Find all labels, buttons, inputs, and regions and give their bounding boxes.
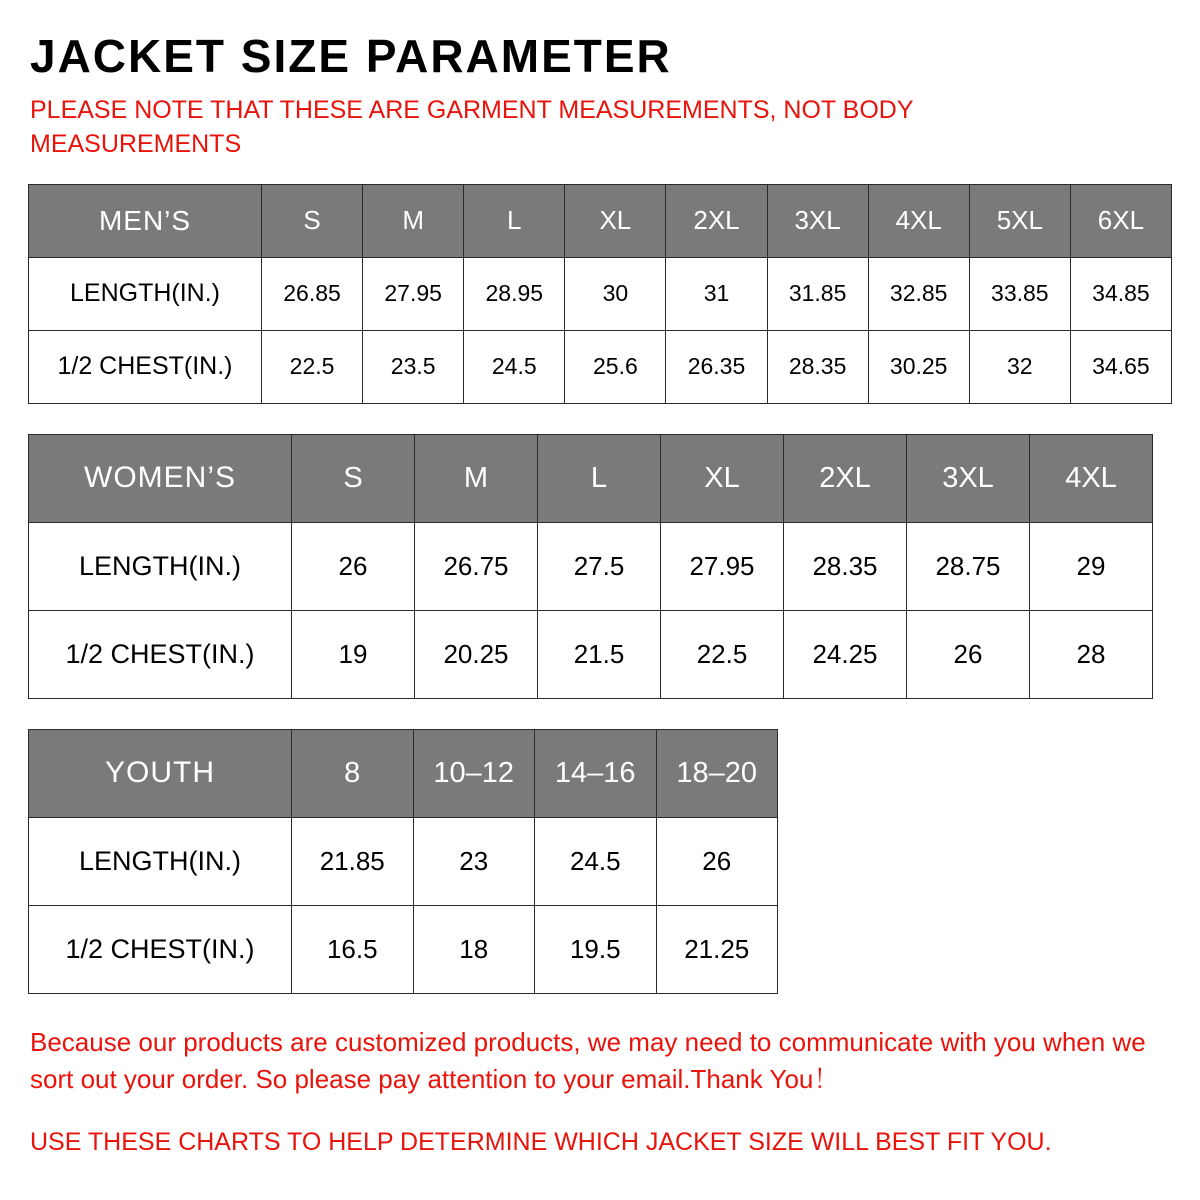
mens-size-table: [28, 184, 1172, 404]
column-header: L: [538, 434, 661, 522]
table-cell: 21.85: [292, 817, 414, 905]
table-cell: 22.5: [661, 610, 784, 698]
table-cell: 33.85: [969, 257, 1070, 330]
table-cell: 21.25: [656, 905, 778, 993]
table-cell: 30.25: [868, 330, 969, 403]
table-cell: 23.5: [363, 330, 464, 403]
column-header: 4XL: [868, 184, 969, 257]
table-cell: 25.6: [565, 330, 666, 403]
column-header: XL: [661, 434, 784, 522]
column-header: 10–12: [413, 729, 535, 817]
row-label: 1/2 CHEST(IN.): [29, 330, 262, 403]
table-cell: 34.65: [1070, 330, 1171, 403]
table-row: [29, 434, 1153, 522]
table-cell: 19: [292, 610, 415, 698]
table-cell: 19.5: [535, 905, 657, 993]
table-cell: 20.25: [415, 610, 538, 698]
table-cell: 24.25: [784, 610, 907, 698]
table-row: [29, 257, 1172, 330]
table-cell: 18: [413, 905, 535, 993]
table-cell: 23: [413, 817, 535, 905]
womens-table-label: WOMEN’S: [29, 434, 292, 522]
table-cell: 26.35: [666, 330, 767, 403]
column-header: L: [464, 184, 565, 257]
table-cell: 29: [1030, 522, 1153, 610]
row-label: LENGTH(IN.): [29, 257, 262, 330]
youth-size-table: [28, 729, 778, 994]
mens-table-label: MEN’S: [29, 184, 262, 257]
table-row: [29, 905, 778, 993]
garment-measurement-note: PLEASE NOTE THAT THESE ARE GARMENT MEASUREMENTS, NOT BODY MEASUREMENTS: [30, 96, 914, 159]
row-label: 1/2 CHEST(IN.): [29, 610, 292, 698]
chart-usage-note: USE THESE CHARTS TO HELP DETERMINE WHICH JACKET SIZE WILL BEST FIT YOU.: [30, 1128, 1052, 1157]
column-header: 14–16: [535, 729, 657, 817]
table-row: [29, 184, 1172, 257]
customization-note: Because our products are customized products, we may need to communicate with you when we sort out your order. So please pay attention to your email.Thank You！: [30, 1026, 1146, 1095]
row-label: 1/2 CHEST(IN.): [29, 905, 292, 993]
table-cell: 31.85: [767, 257, 868, 330]
row-label: LENGTH(IN.): [29, 817, 292, 905]
table-cell: 28.35: [784, 522, 907, 610]
womens-size-table: [28, 434, 1153, 699]
column-header: 3XL: [907, 434, 1030, 522]
table-row: [29, 610, 1153, 698]
page-title: JACKET SIZE PARAMETER: [30, 30, 672, 82]
table-cell: 21.5: [538, 610, 661, 698]
table-cell: 24.5: [535, 817, 657, 905]
table-cell: 26: [656, 817, 778, 905]
table-cell: 26.85: [262, 257, 363, 330]
column-header: M: [363, 184, 464, 257]
table-cell: 31: [666, 257, 767, 330]
column-header: 3XL: [767, 184, 868, 257]
table-row: [29, 522, 1153, 610]
column-header: M: [415, 434, 538, 522]
table-cell: 30: [565, 257, 666, 330]
column-header: XL: [565, 184, 666, 257]
table-cell: 28: [1030, 610, 1153, 698]
table-cell: 26.75: [415, 522, 538, 610]
table-row: [29, 729, 778, 817]
table-cell: 28.75: [907, 522, 1030, 610]
column-header: S: [292, 434, 415, 522]
row-label: LENGTH(IN.): [29, 522, 292, 610]
table-row: [29, 330, 1172, 403]
table-cell: 32: [969, 330, 1070, 403]
table-cell: 24.5: [464, 330, 565, 403]
table-cell: 28.95: [464, 257, 565, 330]
column-header: 8: [292, 729, 414, 817]
table-cell: 32.85: [868, 257, 969, 330]
table-cell: 27.95: [661, 522, 784, 610]
column-header: 5XL: [969, 184, 1070, 257]
table-row: [29, 817, 778, 905]
table-cell: 22.5: [262, 330, 363, 403]
table-cell: 26: [292, 522, 415, 610]
table-cell: 27.95: [363, 257, 464, 330]
column-header: 18–20: [656, 729, 778, 817]
table-cell: 34.85: [1070, 257, 1171, 330]
column-header: 2XL: [784, 434, 907, 522]
table-cell: 28.35: [767, 330, 868, 403]
table-cell: 27.5: [538, 522, 661, 610]
column-header: 6XL: [1070, 184, 1171, 257]
youth-table-label: YOUTH: [29, 729, 292, 817]
table-cell: 16.5: [292, 905, 414, 993]
column-header: S: [262, 184, 363, 257]
column-header: 4XL: [1030, 434, 1153, 522]
column-header: 2XL: [666, 184, 767, 257]
table-cell: 26: [907, 610, 1030, 698]
